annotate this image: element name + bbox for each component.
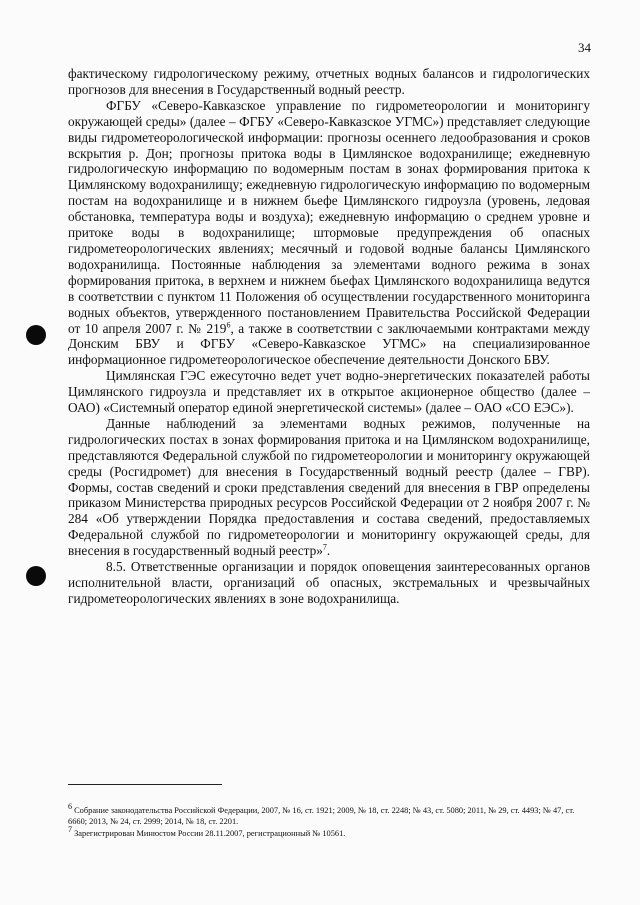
paragraph-text: , а также в соответствии с заключаемыми контрактами между Донским БВУ и ФГБУ «Северо-Кавказское УГМС» на специализированное информационное гидрометеорологическое обеспечение деятельности Донского БВУ.	[68, 320, 590, 368]
footnote-marker: 7	[68, 824, 72, 834]
paragraph-continuation: фактическому гидрологическому режиму, отчетных водных балансов и гидрологических прогнозов для внесения в Государственный водный реестр.	[68, 66, 590, 97]
paragraph-text: .	[326, 543, 331, 559]
paragraph-tsimlyansk-ges: Цимлянская ГЭС ежесуточно ведет учет водно-энергетических показателей работы Цимлянского гидроузла и представляет их в открытое акционерное общество (далее – ОАО) «Системный оператор единой энергетической системы» (далее – ОАО «СО ЕЭС»).	[68, 368, 590, 416]
paragraph-fgbu-ugms	[68, 98, 590, 368]
footnote	[68, 802, 590, 828]
binder-hole-mark	[26, 566, 46, 586]
footnote-reference: 6	[226, 320, 231, 330]
footnote-text: Собрание законодательства Российской Федерации, 2007, № 16, ст. 1921; 2009, № 18, ст. 2248; № 43, ст. 5080; 2011, № 29, ст. 4493; № 47, ст. 6660; 2013, № 24, ст. 2999; 2014, № 18, ст. 2201.	[68, 806, 575, 827]
section-8-5-heading: 8.5. Ответственные организации и порядок оповещения заинтересованных органов исполнительной власти, организаций об опасных, экстремальных и чрезвычайных гидрометеорологических явлениях в зоне водохранилища.	[68, 559, 590, 606]
paragraph-observation-data	[68, 416, 590, 559]
footnotes	[68, 802, 590, 839]
binder-hole-mark	[26, 325, 46, 345]
footnote-reference: 7	[322, 542, 327, 552]
paragraph-text: ФГБУ «Северо-Кавказское управление по гидрометеорологии и мониторингу окружающей среды» (далее – ФГБУ «Северо-Кавказское УГМС») представляет следующие виды гидрометеорологической информации: прогнозы осеннего ледообразования и сроков вскрытия р. Дон; прогнозы притока воды в Цимлянское водохранилище; ежедневную гидрологическую информацию по водомерным постам в зонах формирования притока к Цимлянскому водохранилищу; ежедневную гидрологическую информацию по водомерным постам на водохранилище и в нижнем бьефе Цимлянского гидроузла (уровень, ледовая обстановка, температура воды и воздуха); ежедневную информацию о среднем уровне и притоке воды в водохранилище; штормовые предупреждения об опасных гидрометеорологических явлениях; месячный и годовой водные балансы Цимлянского водохранилища. Постоянные наблюдения за элементами водного режима в зонах формирования притока, в верхнем и нижнем бьефах Цимлянского водохранилища ведутся в соответствии с пунктом 11 Положения об осуществлении государственного мониторинга водных объектов, утвержденного постановлением Правительства Российской Федерации от 10 апреля 2007 г. № 219	[68, 97, 590, 336]
footnote-text: Зарегистрирован Минюстом России 28.11.2007, регистрационный № 10561.	[72, 828, 346, 838]
footnote-separator	[68, 784, 222, 785]
footnote	[68, 824, 590, 839]
body-text	[68, 66, 590, 607]
paragraph-text: Данные наблюдений за элементами водных режимов, полученные на гидрологических постах в зонах формирования притока и на Цимлянском водохранилище, представляются Федеральной службой по гидрометеорологии и мониторингу окружающей среды (Росгидромет) для внесения в Государственный водный реестр (далее – ГВР). Формы, состав сведений и сроки представления сведений для внесения в ГВР определены приказом Министерства природных ресурсов Российской Федерации от 2 ноября 2007 г. № 284 «Об утверждении Порядка предоставления и состава сведений, предоставляемых Федеральной службой по гидрометеорологии и мониторингу окружающей среды, для внесения в государственный водный реестр»	[68, 415, 590, 559]
footnote-marker: 6	[68, 802, 72, 812]
page-number: 34	[578, 40, 591, 55]
